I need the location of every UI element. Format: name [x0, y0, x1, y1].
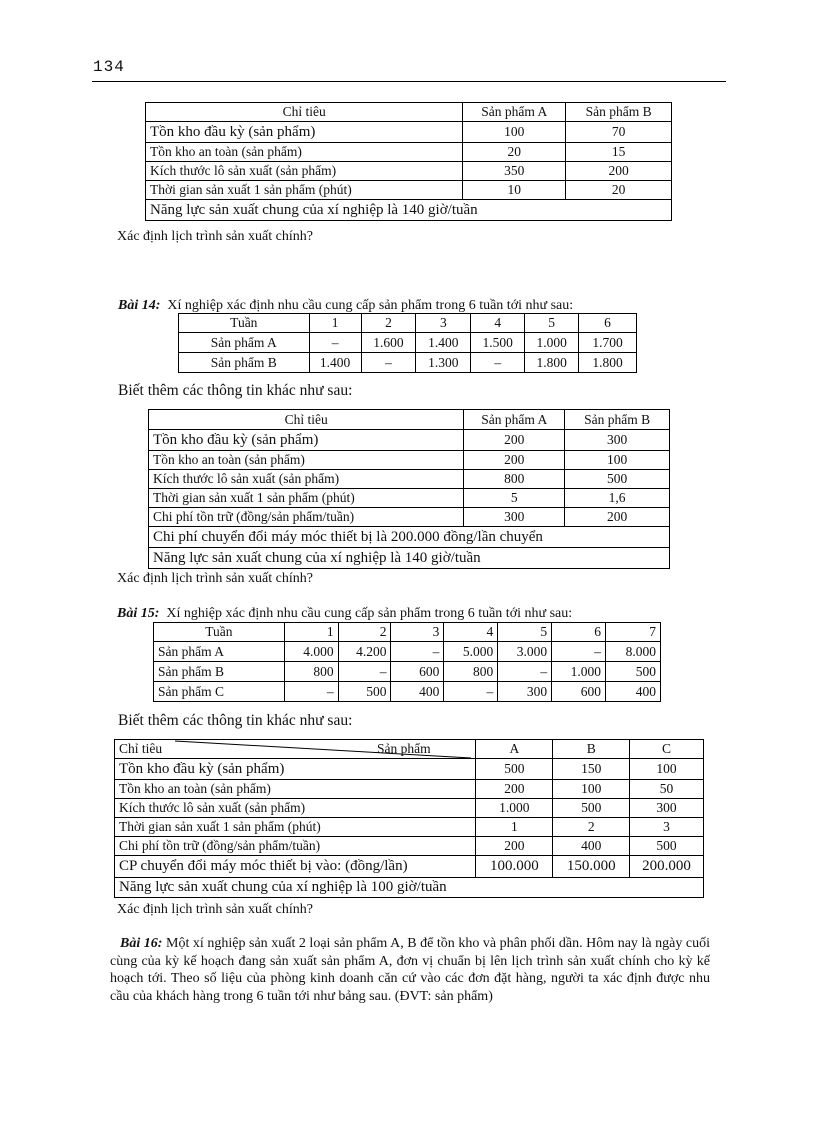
- table-cell: 3.000: [498, 642, 552, 662]
- table-header: 6: [579, 314, 637, 333]
- table-cell: –: [498, 662, 552, 682]
- table-header: Sản phẩm B: [566, 103, 672, 122]
- table-cell: 1.000: [476, 799, 553, 818]
- table-header: Sản phẩm A: [464, 410, 565, 430]
- exercise-16-paragraph: [110, 935, 710, 1005]
- table-cell: 150.000: [553, 856, 630, 878]
- table-cell: 20: [463, 143, 566, 162]
- exercise-15-heading: [117, 605, 572, 623]
- table-previous-exercise: [145, 102, 672, 221]
- info-table-14: [148, 409, 670, 569]
- table-cell: 400: [606, 682, 661, 702]
- table-cell: 100: [630, 759, 704, 780]
- table-cell: Tồn kho đầu kỳ (sản phẩm): [115, 759, 476, 780]
- table-cell: 200: [476, 780, 553, 799]
- table-cell: 20: [566, 181, 672, 200]
- table-cell: 400: [391, 682, 444, 702]
- table-cell: 300: [630, 799, 704, 818]
- table-cell: –: [361, 353, 416, 373]
- table-header: A: [476, 740, 553, 759]
- table-cell: 1.400: [309, 353, 361, 373]
- table-cell: Tồn kho an toàn (sản phẩm): [149, 451, 464, 470]
- corner-left-label: Chỉ tiêu: [119, 741, 163, 757]
- exercise-text: Xí nghiệp xác định nhu cầu cung cấp sản phẩm trong 6 tuần tới như sau:: [167, 298, 574, 313]
- table-cell: CP chuyển đổi máy móc thiết bị vào: (đồng/lần): [115, 856, 476, 878]
- table-cell: 300: [565, 430, 670, 451]
- table-cell: Kích thước lô sản xuất (sản phẩm): [149, 470, 464, 489]
- table-header: 1: [309, 314, 361, 333]
- table-cell: 10: [463, 181, 566, 200]
- question-text: Xác định lịch trình sản xuất chính?: [117, 571, 313, 586]
- table-cell: 1.300: [416, 353, 471, 373]
- table-cell: –: [471, 353, 525, 373]
- table-cell: 4.000: [284, 642, 338, 662]
- table-cell: 200: [464, 451, 565, 470]
- table-header: Tuần: [179, 314, 310, 333]
- table-header: C: [630, 740, 704, 759]
- exercise-text: Một xí nghiệp sản xuất 2 loại sản phẩm A, B để tồn kho và phân phối dần. Hôm nay là ngày cuối cùng của kỳ kế hoạch đang sản xuất sản phẩm A, đơn vị chuẩn bị lên lịch trình sản xuất chính cho kỳ kế hoạch tới. Theo số liệu của phòng kinh doanh căn cứ vào các đơn đặt hàng, người ta xác định được nhu cầu của khách hàng trong 6 tuần tới như bảng sau. (ĐVT: sản phẩm): [110, 936, 711, 1004]
- table-cell: 150: [553, 759, 630, 780]
- table-cell: 300: [464, 508, 565, 527]
- table-cell: 100.000: [476, 856, 553, 878]
- demand-table-14: [178, 313, 637, 373]
- table-cell: Tồn kho an toàn (sản phẩm): [115, 780, 476, 799]
- table-footer: Năng lực sản xuất chung của xí nghiệp là 140 giờ/tuần: [149, 548, 670, 569]
- table-cell: Thời gian sản xuất 1 sản phẩm (phút): [115, 818, 476, 837]
- table-cell: –: [552, 642, 606, 662]
- table-cell: 1.800: [525, 353, 579, 373]
- table-cell: 1.000: [552, 662, 606, 682]
- table-cell: 1.400: [416, 333, 471, 353]
- table-cell: 500: [606, 662, 661, 682]
- table-cell: Sản phẩm C: [154, 682, 285, 702]
- table-header: 4: [471, 314, 525, 333]
- table-cell: 3: [630, 818, 704, 837]
- table-cell: 4.200: [338, 642, 391, 662]
- table-cell: Sản phẩm B: [154, 662, 285, 682]
- table-cell: 500: [565, 470, 670, 489]
- table-cell: Tồn kho an toàn (sản phẩm): [146, 143, 463, 162]
- table-cell: 200: [464, 430, 565, 451]
- table-header: 6: [552, 623, 606, 642]
- exercise-label: Bài 14:: [118, 298, 161, 313]
- table-cell: 200: [565, 508, 670, 527]
- table-cell: Kích thước lô sản xuất (sản phẩm): [146, 162, 463, 181]
- table-cell: Sản phẩm A: [179, 333, 310, 353]
- table-cell: 5: [464, 489, 565, 508]
- table-cell: 2: [553, 818, 630, 837]
- table-cell: –: [444, 682, 498, 702]
- table-header: 5: [498, 623, 552, 642]
- table-cell: 600: [552, 682, 606, 702]
- table-header: Sản phẩm B: [565, 410, 670, 430]
- table-footer: Năng lực sản xuất chung của xí nghiệp là 100 giờ/tuần: [115, 878, 704, 898]
- table-cell: 1,6: [565, 489, 670, 508]
- table-cell: –: [309, 333, 361, 353]
- page-number: 134: [93, 58, 125, 76]
- table-cell: 500: [338, 682, 391, 702]
- table-cell: 1.500: [471, 333, 525, 353]
- table-cell: Tồn kho đầu kỳ (sản phẩm): [146, 122, 463, 143]
- table-header: Tuần: [154, 623, 285, 642]
- table-footer: Chi phí chuyển đổi máy móc thiết bị là 200.000 đồng/lần chuyển: [149, 527, 670, 548]
- more-info-text: Biết thêm các thông tin khác như sau:: [118, 712, 353, 729]
- table-cell: 600: [391, 662, 444, 682]
- corner-right-label: Sản phẩm: [377, 741, 431, 756]
- table-cell: 500: [553, 799, 630, 818]
- table-header: B: [553, 740, 630, 759]
- table-header: 3: [416, 314, 471, 333]
- table-cell: 300: [498, 682, 552, 702]
- header-rule: [92, 81, 726, 82]
- table-cell: 500: [476, 759, 553, 780]
- table-header: 7: [606, 623, 661, 642]
- table-cell: 1.800: [579, 353, 637, 373]
- table-cell: Chi phí tồn trữ (đồng/sản phẩm/tuần): [115, 837, 476, 856]
- table-cell: –: [338, 662, 391, 682]
- table-header: 2: [361, 314, 416, 333]
- table-cell: Thời gian sản xuất 1 sản phẩm (phút): [149, 489, 464, 508]
- table-cell: 70: [566, 122, 672, 143]
- table-header: 1: [284, 623, 338, 642]
- table-header: 2: [338, 623, 391, 642]
- question-text: Xác định lịch trình sản xuất chính?: [117, 902, 313, 917]
- table-cell: 1.600: [361, 333, 416, 353]
- table-cell: 800: [444, 662, 498, 682]
- table-cell: 200.000: [630, 856, 704, 878]
- table-cell: 5.000: [444, 642, 498, 662]
- table-cell: 100: [553, 780, 630, 799]
- corner-header-cell: [115, 740, 476, 759]
- table-cell: 50: [630, 780, 704, 799]
- table-cell: 800: [464, 470, 565, 489]
- table-cell: –: [284, 682, 338, 702]
- table-cell: Sản phẩm A: [154, 642, 285, 662]
- table-cell: 350: [463, 162, 566, 181]
- table-cell: 800: [284, 662, 338, 682]
- table-cell: 500: [630, 837, 704, 856]
- table-cell: 1: [476, 818, 553, 837]
- table-cell: 15: [566, 143, 672, 162]
- demand-table-15: [153, 622, 661, 702]
- info-table-15: [114, 739, 704, 898]
- more-info-text: Biết thêm các thông tin khác như sau:: [118, 382, 353, 399]
- table-cell: Kích thước lô sản xuất (sản phẩm): [115, 799, 476, 818]
- table-cell: 200: [566, 162, 672, 181]
- table-cell: 100: [565, 451, 670, 470]
- exercise-text: Xí nghiệp xác định nhu cầu cung cấp sản phẩm trong 6 tuần tới như sau:: [166, 606, 573, 621]
- table-cell: 1.700: [579, 333, 637, 353]
- table-header: Sản phẩm A: [463, 103, 566, 122]
- table-cell: Sản phẩm B: [179, 353, 310, 373]
- table-header: 5: [525, 314, 579, 333]
- table-header: Chỉ tiêu: [149, 410, 464, 430]
- table-cell: Tồn kho đầu kỳ (sản phẩm): [149, 430, 464, 451]
- table-cell: 1.000: [525, 333, 579, 353]
- table-footer: Năng lực sản xuất chung của xí nghiệp là 140 giờ/tuần: [146, 200, 672, 221]
- table-cell: 200: [476, 837, 553, 856]
- question-text: Xác định lịch trình sản xuất chính?: [117, 229, 313, 244]
- table-header: Chỉ tiêu: [146, 103, 463, 122]
- table-cell: Thời gian sản xuất 1 sản phẩm (phút): [146, 181, 463, 200]
- table-cell: 400: [553, 837, 630, 856]
- table-header: 3: [391, 623, 444, 642]
- table-cell: –: [391, 642, 444, 662]
- table-header: 4: [444, 623, 498, 642]
- table-cell: Chi phí tồn trữ (đồng/sản phẩm/tuần): [149, 508, 464, 527]
- exercise-label: Bài 16:: [120, 936, 163, 951]
- table-cell: 100: [463, 122, 566, 143]
- table-cell: 8.000: [606, 642, 661, 662]
- exercise-label: Bài 15:: [117, 606, 160, 621]
